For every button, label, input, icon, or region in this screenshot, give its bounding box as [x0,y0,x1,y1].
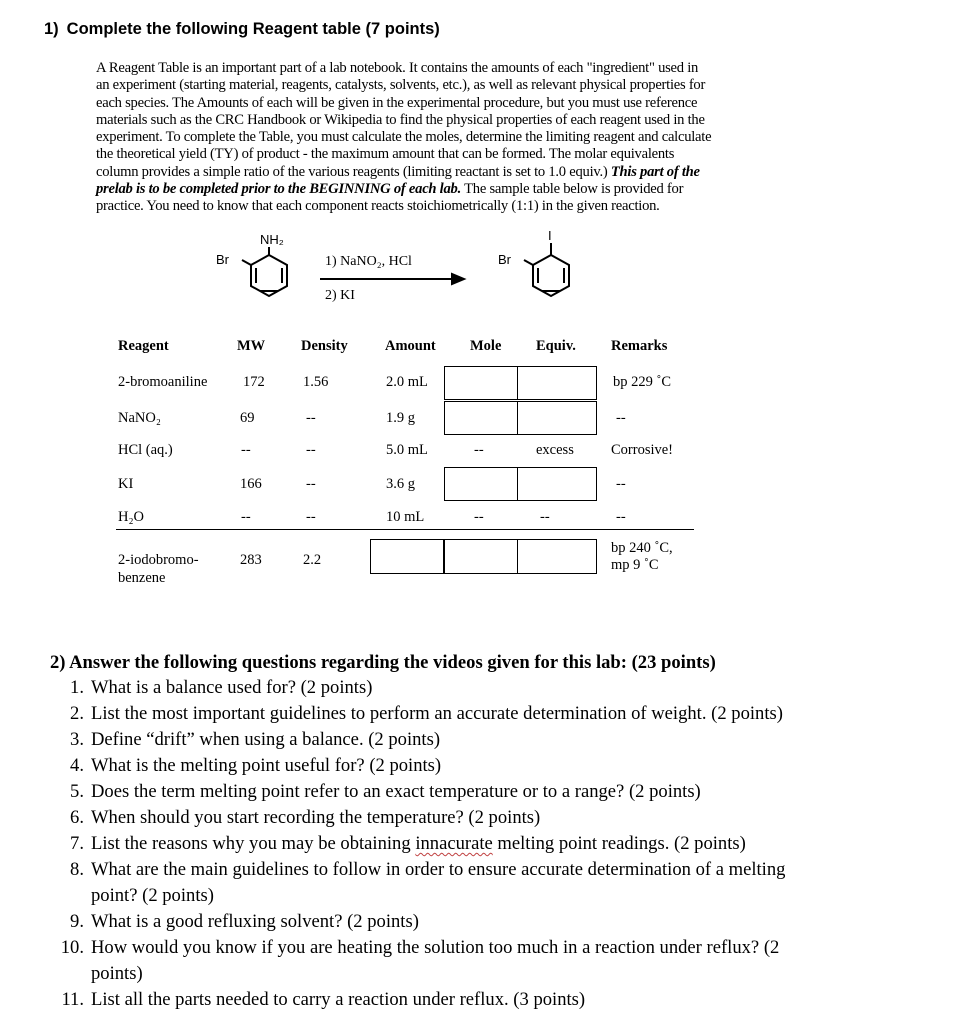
question-number: 11. [61,989,84,1010]
product-name-line-2: benzene [118,570,166,586]
question-item [50,935,950,987]
intro-line: A Reagent Table is an important part of a lab notebook. It contains the amounts of each "ingredient" used in [96,60,699,76]
question-item [50,909,950,935]
product-mole-answer-box[interactable] [444,539,518,574]
spellcheck-flagged-word: innacurate [415,833,493,854]
question-text: List all the parts needed to carry a reaction under reflux. (3 points) [91,989,586,1010]
reactant-benzene-ring [242,247,287,296]
question-item [50,805,950,831]
row-amount: 1.9 g [386,410,415,426]
row-reagent: H₂O [118,509,144,525]
question-text: Define “drift” when using a balance. (2 points) [91,729,441,750]
question-2 [50,650,950,1013]
intro-text: column provides a simple ratio of the various reagents (limiting reactant is set to 1.0 equiv.) [96,163,611,180]
product-mw: 283 [240,552,262,568]
question-1-number: 1) [44,20,59,38]
product-benzene-ring [524,243,569,296]
product-equiv-answer-box[interactable] [517,539,597,574]
product-name-line-1: 2-iodobromo- [118,552,199,568]
row-remarks: bp 229 ˚C [613,374,671,390]
row-reagent: HCl (aq.) [118,442,173,458]
question-text: What is the melting point useful for? (2 points) [91,755,442,776]
product-remarks-line-2: mp 9 ˚C [611,557,659,573]
row-mw: -- [241,509,251,525]
question-item [50,779,950,805]
intro-line: practice. You need to know that each component reacts stoichiometrically (1:1) in the given reaction. [96,198,660,215]
row-density: -- [306,476,316,492]
product-iodine-label: I [548,228,552,243]
row-density: -- [306,509,316,525]
question-text-continued: point? (2 points) [91,885,214,906]
row-mole: -- [474,442,484,458]
intro-emphasis: prelab is to be completed prior to the BEGINNING of each lab. [96,181,461,198]
mole-answer-box[interactable] [444,401,518,435]
question-text: List the reasons why you may be obtaining [91,833,416,854]
row-amount: 10 mL [386,509,425,525]
mole-answer-box[interactable] [444,366,518,400]
question-text: How would you know if you are heating the solution too much in a reaction under reflux? (2 [91,937,780,958]
question-number: 2. [70,703,84,724]
header-mole: Mole [470,338,502,354]
question-list [50,675,950,1013]
question-text: melting point readings. (2 points) [492,833,746,854]
question-text: Does the term melting point refer to an exact temperature or to a range? (2 points) [91,781,701,802]
question-item [50,753,950,779]
product-remarks-line-1: bp 240 ˚C, [611,540,673,556]
product-bromine-label: Br [498,252,511,267]
reactant-bromine-label: Br [216,252,229,267]
intro-line: the theoretical yield (TY) of product - the maximum amount that can be formed. The molar equivalents [96,146,675,163]
equiv-answer-box[interactable] [517,366,597,400]
question-item [50,675,950,701]
row-remarks: Corrosive! [611,442,674,458]
intro-emphasis: This part of the [610,163,700,180]
question-number: 6. [70,807,84,828]
intro-line: materials such as the CRC Handbook or Wikipedia to find the physical properties of each reagent used in the [96,111,705,128]
question-number: 1. [70,677,84,698]
intro-line: each species. The Amounts of each will be given in the experimental procedure, but you must use reference [96,94,698,111]
question-2-heading: 2) Answer the following questions regarding the videos given for this lab: (23 points) [50,652,716,673]
row-remarks: -- [616,509,626,525]
question-item [50,701,950,727]
amine-group-label: NH₂ [260,232,284,247]
intro-text: The sample table below is provided for [460,181,684,198]
intro-line: an experiment (starting material, reagents, catalysts, solvents, etc.), as well as relevant physical properties for [96,77,706,94]
row-equiv: excess [536,442,574,458]
reagent-table-intro [96,60,884,216]
question-item [50,727,950,753]
mole-answer-box[interactable] [444,467,518,501]
question-1-title: Complete the following Reagent table (7 points) [66,20,440,38]
question-number: 7. [70,833,84,854]
row-reagent: NaNO₂ [118,410,161,426]
question-number: 10. [60,937,84,958]
reaction-scheme [200,228,600,328]
row-mw: 166 [240,476,262,492]
intro-line: experiment. To complete the Table, you must calculate the moles, determine the limiting reagent and calculate [96,129,712,146]
question-1-heading [44,20,448,39]
row-remarks: -- [616,410,626,426]
row-amount: 3.6 g [386,476,415,492]
question-number: 4. [70,755,84,776]
condition-step-1: 1) NaNO₂, HCl [325,254,412,269]
question-number: 8. [70,859,84,880]
reaction-arrow [320,274,464,284]
question-number: 3. [70,729,84,750]
header-remarks: Remarks [611,338,668,354]
row-mw: 172 [243,374,265,390]
question-item [50,857,950,909]
row-amount: 5.0 mL [386,442,428,458]
row-remarks: -- [616,476,626,492]
intro-line [96,181,884,198]
row-density: -- [306,410,316,426]
row-density: 1.56 [303,374,329,390]
row-reagent: KI [118,476,134,492]
question-text-continued: points) [91,963,143,984]
row-density: -- [306,442,316,458]
intro-line [96,164,884,181]
question-number: 9. [70,911,84,932]
header-amount: Amount [385,338,436,354]
row-equiv: -- [540,509,550,525]
question-text: What is a balance used for? (2 points) [91,677,373,698]
question-number: 5. [70,781,84,802]
equiv-answer-box[interactable] [517,401,597,435]
header-density: Density [301,338,348,354]
row-reagent: 2-bromoaniline [118,374,208,390]
equiv-answer-box[interactable] [517,467,597,501]
condition-step-2: 2) KI [325,288,355,303]
question-text: What is a good refluxing solvent? (2 points) [91,911,419,932]
question-item [50,987,950,1013]
question-text: What are the main guidelines to follow in order to ensure accurate determination of a melting [91,859,786,880]
product-density: 2.2 [303,552,322,568]
question-text: List the most important guidelines to perform an accurate determination of weight. (2 points) [91,703,783,724]
row-mw: 69 [240,410,255,426]
row-amount: 2.0 mL [386,374,428,390]
product-amount-answer-box[interactable] [370,539,444,574]
question-text: When should you start recording the temperature? (2 points) [91,807,541,828]
header-equiv: Equiv. [536,338,576,354]
header-mw: MW [237,338,266,354]
row-mole: -- [474,509,484,525]
table-divider [116,529,694,530]
row-mw: -- [241,442,251,458]
question-item [50,831,950,857]
header-reagent: Reagent [118,338,169,354]
